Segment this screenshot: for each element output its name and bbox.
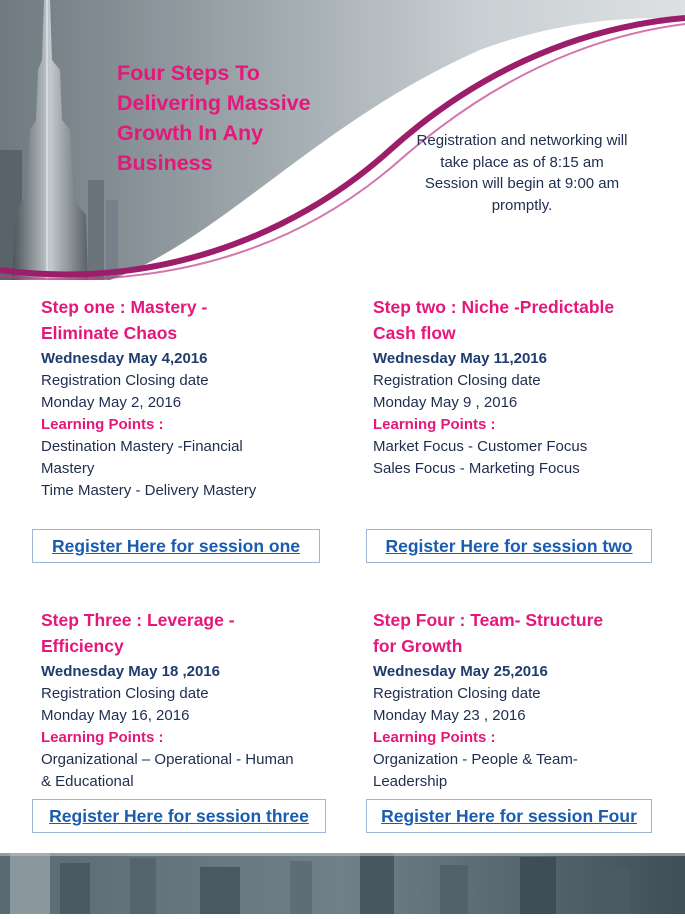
step-two-card <box>373 294 673 480</box>
learning-point-line: Market Focus - Customer Focus <box>373 438 588 455</box>
closing-date: Monday May 9 , 2016 <box>373 394 518 411</box>
register-session-one-box <box>32 529 320 563</box>
step-title <box>41 294 341 346</box>
intro-line: Session will begin at 9:00 am <box>424 175 620 192</box>
step-three-card <box>41 607 341 793</box>
closing-label: Registration Closing date <box>373 372 541 389</box>
step-title-line: Step one : Mastery - <box>41 297 208 317</box>
intro-line: Registration and networking will <box>416 132 628 149</box>
learning-point-line: Organization - People & Team- <box>373 751 578 768</box>
closing-date: Monday May 23 , 2016 <box>373 707 526 724</box>
learning-point-line: Mastery <box>41 460 95 477</box>
registration-info <box>392 130 652 216</box>
step-title <box>373 607 673 659</box>
header-banner <box>0 0 685 280</box>
step-title-line: Step Four : Team- Structure <box>373 610 604 630</box>
learning-point-line: & Educational <box>41 773 134 790</box>
step-one-card <box>41 294 341 502</box>
register-session-three-link[interactable]: Register Here for session three <box>49 805 309 826</box>
step-four-card <box>373 607 673 793</box>
learning-point-line: Organizational – Operational - Human <box>41 751 294 768</box>
headline-line: Business <box>117 151 213 175</box>
learning-points <box>41 749 341 793</box>
session-date: Wednesday May 11,2016 <box>373 350 547 367</box>
step-title-line: Eliminate Chaos <box>41 323 178 343</box>
headline-line: Delivering Massive <box>117 91 311 115</box>
register-session-three-box <box>32 799 326 833</box>
register-session-two-box <box>366 529 652 563</box>
step-title-line: Step Three : Leverage - <box>41 610 235 630</box>
headline-line: Four Steps To <box>117 61 260 85</box>
step-title-line: Efficiency <box>41 636 124 656</box>
learning-point-line: Destination Mastery -Financial <box>41 438 243 455</box>
closing-date: Monday May 2, 2016 <box>41 394 182 411</box>
closing-date: Monday May 16, 2016 <box>41 707 190 724</box>
step-title-line: Step two : Niche -Predictable <box>373 297 615 317</box>
session-date: Wednesday May 25,2016 <box>373 663 548 680</box>
learning-points-label: Learning Points : <box>373 729 496 746</box>
step-title <box>41 607 341 659</box>
intro-line: take place as of 8:15 am <box>440 153 604 171</box>
intro-line: promptly. <box>491 196 553 214</box>
learning-points-label: Learning Points : <box>41 729 164 746</box>
learning-points <box>373 436 673 480</box>
learning-points <box>373 749 673 793</box>
learning-point-line: Time Mastery - Delivery Mastery <box>41 482 257 499</box>
register-session-four-link[interactable]: Register Here for session Four <box>381 805 637 826</box>
closing-label: Registration Closing date <box>41 372 209 389</box>
register-session-two-link[interactable]: Register Here for session two <box>385 535 633 556</box>
learning-point-line: Sales Focus - Marketing Focus <box>373 460 580 477</box>
register-session-four-box <box>366 799 652 833</box>
session-date: Wednesday May 4,2016 <box>41 350 208 367</box>
step-title <box>373 294 673 346</box>
learning-points-label: Learning Points : <box>41 416 164 433</box>
closing-label: Registration Closing date <box>373 685 541 702</box>
page-headline <box>117 58 367 178</box>
closing-label: Registration Closing date <box>41 685 209 702</box>
session-date: Wednesday May 18 ,2016 <box>41 663 220 680</box>
learning-points-label: Learning Points : <box>373 416 496 433</box>
footer-banner <box>0 853 685 914</box>
step-title-line: Cash flow <box>373 323 456 343</box>
learning-points <box>41 436 341 502</box>
register-session-one-link[interactable]: Register Here for session one <box>52 535 300 556</box>
learning-point-line: Leadership <box>373 773 448 790</box>
footer-skyline <box>0 853 685 914</box>
step-title-line: for Growth <box>373 636 463 656</box>
headline-line: Growth In Any <box>117 121 264 145</box>
